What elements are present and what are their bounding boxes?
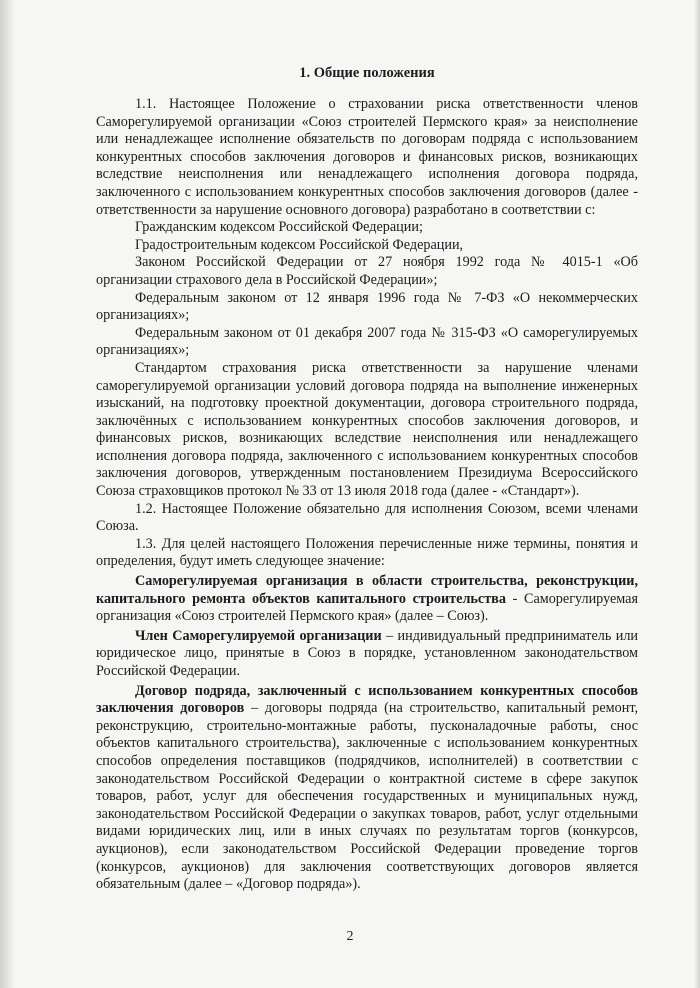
paragraph-1-1: 1.1. Настоящее Положение о страховании риска ответственности членов Саморегулируемой организации «Союз строителей Пермского края» за неисполнение или ненадлежащее исполнение обязательств по договорам подряда с использованием конкурентных способов заключения договоров и финансовых рисков, возникающих вследствие неисполнения или ненадлежащего исполнения договора подряда, заключенного с использованием конкурентных способов заключения договоров (далее - ответственности за нарушение основного договора) разработано в соответствии с: (96, 96, 638, 218)
scan-shadow-left (0, 0, 14, 988)
law-item-noncommercial-law: Федеральным законом от 12 января 1996 года № 7-ФЗ «О некоммерческих организациях»; (96, 289, 638, 324)
paragraph-1-3: 1.3. Для целей настоящего Положения перечисленные ниже термины, понятия и определения, будут иметь следующее значение: (96, 535, 638, 570)
definition-member-text: – индивидуальный предприниматель или юридическое лицо, принятые в Союз в порядке, установленном законодательством Российской Федерации. (96, 627, 638, 679)
law-item-standard: Стандартом страхования риска ответственности за нарушение членами саморегулируемой организации условий договора подряда на выполнение инженерных изысканий, на подготовку проектной документации, договора строительного подряда, заключённых с использованием конкурентных способов заключения договоров, и финансовых рисков, возникающих вследствие неисполнения или ненадлежащего исполнения договора подряда, заключенного с использованием конкурентных способов заключения договоров, утвержденным постановлением Президиума Всероссийского Союза страховщиков протокол № 33 от 13 июля 2018 года (далее - «Стандарт»). (96, 359, 638, 500)
scan-shadow-right (694, 0, 700, 988)
definition-member (96, 628, 638, 681)
law-item-sro-law: Федеральным законом от 01 декабря 2007 года № 315-ФЗ «О саморегулируемых организациях»; (96, 324, 638, 359)
law-item-urban-code: Градостроительным кодексом Российской Федерации, (135, 236, 464, 253)
definition-contract (96, 683, 638, 894)
law-item-civil-code: Гражданским кодексом Российской Федерации; (135, 219, 423, 236)
law-item-insurance-law: Законом Российской Федерации от 27 ноября 1992 года № 4015-1 «Об организации страхового дела в Российской Федерации»; (96, 254, 638, 288)
definition-sro-text: - Саморегулируемая организация «Союз строителей Пермского края» (далее – Союз). (96, 590, 638, 625)
paragraph-1-2: 1.2. Настоящее Положение обязательно для исполнения Союзом, всеми членами Союза. (96, 500, 638, 535)
definition-sro (96, 573, 638, 626)
definition-contract-text: – договоры подряда (на строительство, капитальный ремонт, реконструкцию, строительно-монтажные работы, пусконаладочные работы, снос объектов капитального строительства), заключенные с использованием конкурентных способов определения поставщиков (подрядчиков, исполнителей) в соответствии с законодательством Российской Федерации о контрактной системе в сфере закупок товаров, работ, услуг для обеспечения государственных и муниципальных нужд, законодательством Российской Федерации о закупках товаров, работ, услуг отдельными видами юридических лиц, или в иных случаях по результатам торгов (конкурсов, аукционов), если законодательством Российской Федерации проведение торгов (конкурсов, аукционов) для заключения соответствующих договоров является обязательным (далее – «Договор подряда»). (96, 700, 638, 893)
definition-member-term: Член Саморегулируемой организации (135, 627, 382, 644)
section-heading: 1. Общие положения (299, 65, 435, 81)
definition-sro-term: Саморегулируемая организация в области строительства, реконструкции, капитального ремонта объектов капитального строительства (96, 573, 638, 607)
definition-contract-term: Договор подряда, заключенный с использованием конкурентных способов заключения договоров (96, 682, 638, 717)
page-number: 2 (346, 929, 354, 944)
